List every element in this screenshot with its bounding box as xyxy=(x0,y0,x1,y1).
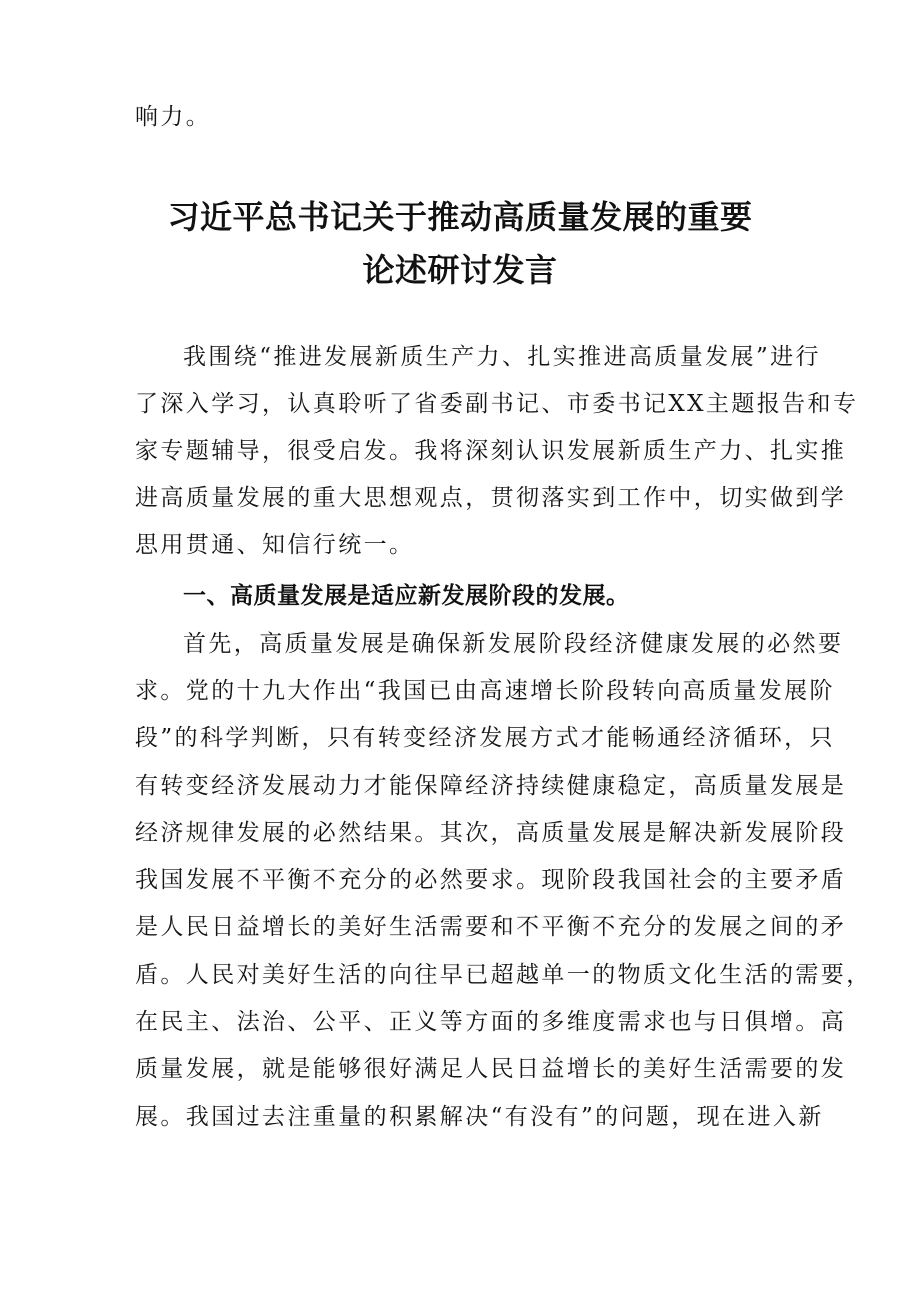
body-paragraph-line: 有转变经济发展动力才能保障经济持续健康稳定，高质量发展是 xyxy=(135,773,847,799)
body-paragraph-line: 盾。人民对美好生活的向往早已超越单一的物质文化生活的需要， xyxy=(135,962,872,988)
intro-paragraph-line: 思用贯通、知信行统一。 xyxy=(135,532,415,558)
intro-paragraph-line: 进高质量发展的重大思想观点，贯彻落实到工作中，切实做到学 xyxy=(135,485,847,511)
carryover-text-line: 响力。 xyxy=(135,104,212,130)
intro-paragraph-line: 了深入学习，认真聆听了省委副书记、市委书记XX主题报告和专 xyxy=(135,391,859,417)
document-title-line-2: 论述研讨发言 xyxy=(362,251,558,289)
body-paragraph-line: 经济规律发展的必然结果。其次，高质量发展是解决新发展阶段 xyxy=(135,820,847,846)
intro-paragraph-line: 家专题辅导，很受启发。我将深刻认识发展新质生产力、扎实推 xyxy=(135,438,847,464)
body-paragraph-line: 质量发展，就是能够很好满足人民日益增长的美好生活需要的发 xyxy=(135,1056,847,1082)
body-paragraph-line: 展。我国过去注重量的积累解决“有没有”的问题，现在进入新 xyxy=(135,1104,824,1130)
body-paragraph-line: 段”的科学判断，只有转变经济发展方式才能畅通经济循环，只 xyxy=(135,725,835,751)
document-title-line-1: 习近平总书记关于推动高质量发展的重要 xyxy=(167,198,753,236)
intro-paragraph-line: 我围绕“推进发展新质生产力、扎实推进高质量发展”进行 xyxy=(183,344,821,370)
body-paragraph-line: 首先，高质量发展是确保新发展阶段经济健康发展的必然要 xyxy=(183,631,844,657)
body-paragraph-line: 是人民日益增长的美好生活需要和不平衡不充分的发展之间的矛 xyxy=(135,914,847,940)
body-paragraph-line: 在民主、法治、公平、正义等方面的多维度需求也与日俱增。高 xyxy=(135,1009,847,1035)
body-paragraph-line: 我国发展不平衡不充分的必然要求。现阶段我国社会的主要矛盾 xyxy=(135,867,847,893)
section-heading: 一、高质量发展是适应新发展阶段的发展。 xyxy=(183,583,630,609)
body-paragraph-line: 求。党的十九大作出“我国已由高速增长阶段转向高质量发展阶 xyxy=(135,678,835,704)
